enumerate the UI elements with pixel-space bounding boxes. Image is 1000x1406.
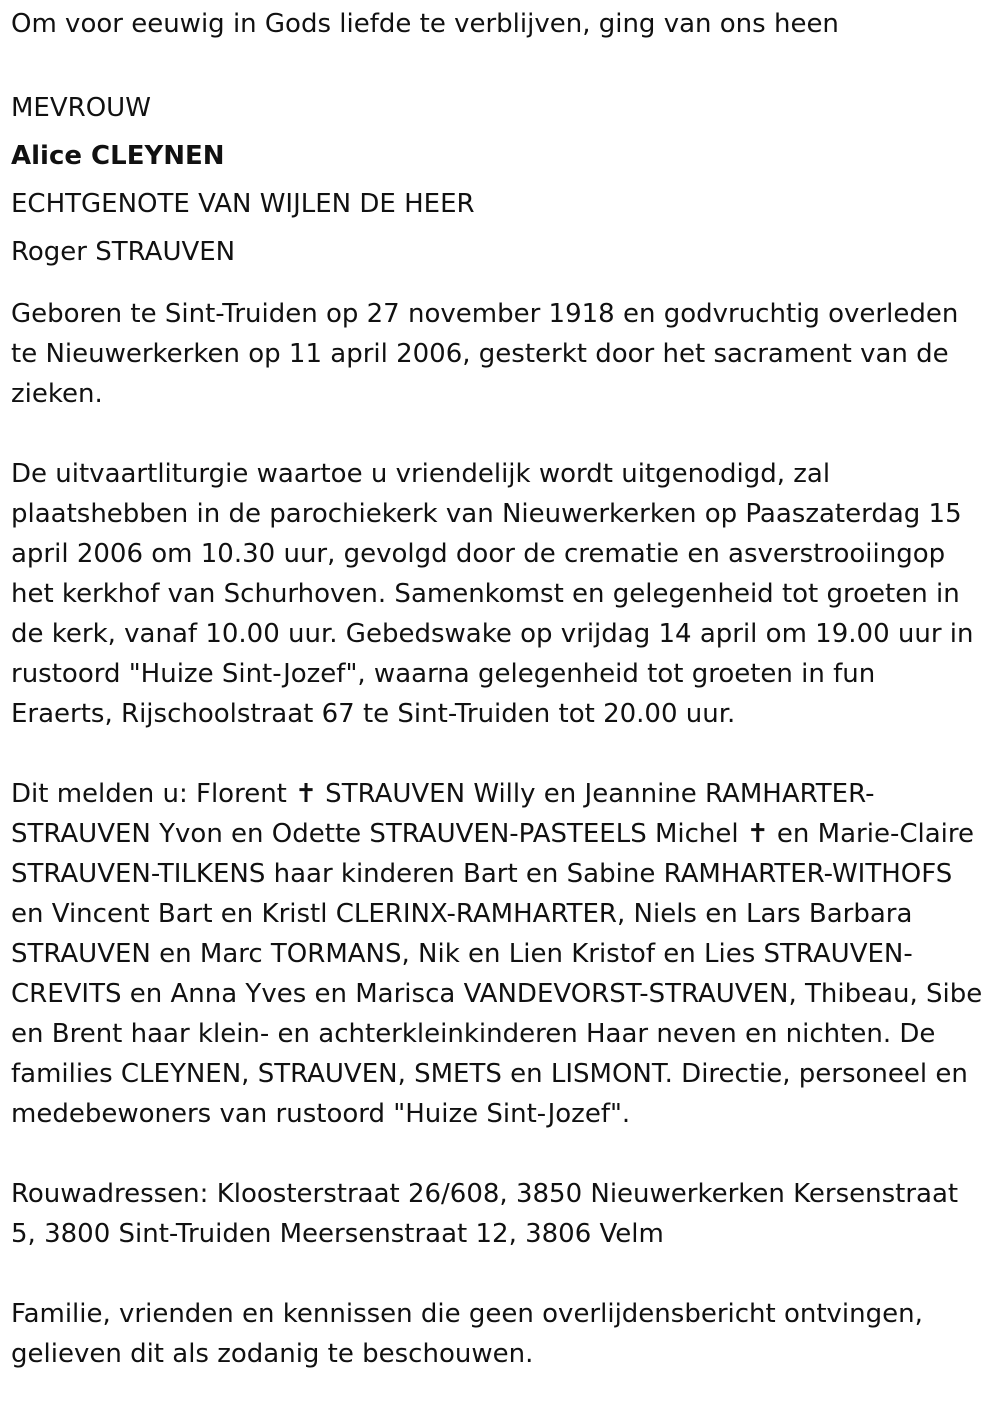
paragraph-line: de kerk, vanaf 10.00 uur. Gebedswake op vrijdag 14 april om 19.00 uur in [11, 619, 974, 649]
paragraph-line: rustoord "Huize Sint-Jozef", waarna gelegenheid tot groeten in fun [11, 659, 876, 689]
paragraph-line: het kerkhof van Schurhoven. Samenkomst en gelegenheid tot groeten in [11, 579, 960, 609]
paragraph-line: april 2006 om 10.30 uur, gevolgd door de crematie en asverstrooiingop [11, 539, 946, 569]
paragraph-line: en Vincent Bart en Kristl CLERINX-RAMHARTER, Niels en Lars Barbara [11, 899, 913, 929]
deceased-name: Alice CLEYNEN [11, 141, 225, 171]
paragraph-line: medebewoners van rustoord "Huize Sint-Jozef". [11, 1099, 631, 1129]
birth-death-paragraph [11, 294, 996, 414]
paragraph-line: families CLEYNEN, STRAUVEN, SMETS en LISMONT. Directie, personeel en [11, 1059, 968, 1089]
paragraph-line: gelieven dit als zodanig te beschouwen. [11, 1339, 534, 1369]
closing-paragraph [11, 1294, 996, 1374]
paragraph-line: Familie, vrienden en kennissen die geen overlijdensbericht ontvingen, [11, 1299, 923, 1329]
paragraph-line: Eraerts, Rijschoolstraat 67 te Sint-Truiden tot 20.00 uur. [11, 699, 736, 729]
paragraph-line: CREVITS en Anna Yves en Marisca VANDEVORST-STRAUVEN, Thibeau, Sibe [11, 979, 983, 1009]
announcers-paragraph [11, 774, 996, 1134]
paragraph-line: Geboren te Sint-Truiden op 27 november 1918 en godvruchtig overleden [11, 299, 959, 329]
paragraph-line: te Nieuwerkerken op 11 april 2006, gesterkt door het sacrament van de [11, 339, 949, 369]
spouse-name: Roger STRAUVEN [11, 237, 236, 267]
obituary-document [11, 4, 996, 1374]
intro-line: Om voor eeuwig in Gods liefde te verblijven, ging van ons heen [11, 9, 839, 39]
paragraph-line: en Brent haar klein- en achterkleinkinderen Haar neven en nichten. De [11, 1019, 936, 1049]
paragraph-line: De uitvaartliturgie waartoe u vriendelijk wordt uitgenodigd, zal [11, 459, 831, 489]
paragraph-line: zieken. [11, 379, 103, 409]
paragraph-line: STRAUVEN en Marc TORMANS, Nik en Lien Kristof en Lies STRAUVEN- [11, 939, 913, 969]
paragraph-line: Dit melden u: Florent ✝ STRAUVEN Willy en Jeannine RAMHARTER- [11, 779, 875, 809]
paragraph-line: plaatshebben in de parochiekerk van Nieuwerkerken op Paaszaterdag 15 [11, 499, 962, 529]
funeral-paragraph [11, 454, 996, 734]
paragraph-line: 5, 3800 Sint-Truiden Meersenstraat 12, 3806 Velm [11, 1219, 664, 1249]
paragraph-line: Rouwadressen: Kloosterstraat 26/608, 3850 Nieuwerkerken Kersenstraat [11, 1179, 959, 1209]
spouse-label: ECHTGENOTE VAN WIJLEN DE HEER [11, 189, 475, 219]
paragraph-line: STRAUVEN-TILKENS haar kinderen Bart en Sabine RAMHARTER-WITHOFS [11, 859, 953, 889]
paragraph-line: STRAUVEN Yvon en Odette STRAUVEN-PASTEELS Michel ✝ en Marie-Claire [11, 819, 974, 849]
title-prefix: MEVROUW [11, 93, 151, 123]
addresses-paragraph [11, 1174, 996, 1254]
